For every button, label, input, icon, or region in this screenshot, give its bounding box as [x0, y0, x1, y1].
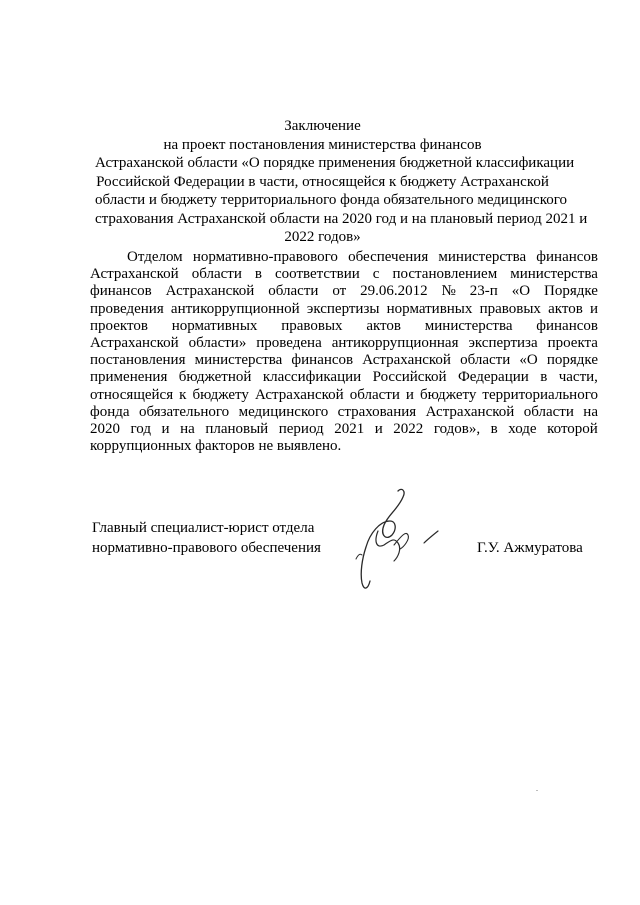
body-line: [90, 421, 598, 438]
body-word: экспертиза: [468, 335, 538, 352]
body-line: [90, 387, 598, 404]
body-word: бюджету: [419, 386, 477, 403]
body-line: [90, 352, 598, 369]
body-word: на: [180, 421, 195, 438]
body-word: нормативных: [171, 317, 258, 334]
body-word: министерства: [510, 266, 598, 283]
body-word: министерства: [438, 249, 527, 265]
body-word: на: [583, 403, 598, 420]
body-word: Российской: [372, 369, 447, 386]
document-title: [95, 117, 588, 247]
body-word: период: [278, 421, 324, 438]
body-line: [90, 249, 598, 266]
title-line: Астраханской области «О порядке применения бюджетной классификации: [95, 155, 575, 171]
body-word: области: [349, 386, 400, 403]
body-word: области: [191, 266, 242, 283]
scan-speck: [536, 790, 538, 791]
signatory-position-line: Главный специалист-юрист отдела: [92, 520, 315, 536]
body-line: [90, 283, 598, 300]
body-word: Астраханской: [254, 386, 344, 403]
body-word: нормативных: [386, 300, 473, 317]
body-word: Астраханской: [165, 283, 255, 300]
body-word: фонда: [90, 403, 130, 420]
body-paragraph: [90, 249, 598, 455]
body-word: 2020: [90, 421, 120, 438]
body-line: [90, 301, 598, 318]
body-word: Астраханской: [90, 335, 179, 352]
title-line: области и бюджету территориального фонда обязательного медицинского: [95, 192, 567, 208]
body-word: и: [161, 421, 170, 438]
body-word: классификации: [262, 369, 362, 386]
body-word: бюджетной: [178, 369, 252, 386]
body-word: коррупционных факторов не выявлено.: [90, 438, 342, 455]
body-word: в: [490, 421, 498, 438]
body-word: актов: [548, 300, 583, 317]
body-line: [90, 369, 598, 386]
title-line: страхования Астраханской области на 2020 год и на плановый период 2021 и: [95, 210, 588, 227]
body-word: 2022: [393, 421, 424, 438]
body-word: проектов: [90, 317, 148, 334]
body-word: области: [523, 403, 574, 420]
body-word: порядке: [546, 352, 598, 369]
body-word: экспертизы: [306, 300, 380, 317]
body-word: правовых: [281, 317, 343, 334]
body-word: Астраханской: [90, 266, 179, 283]
body-word: которой: [547, 421, 598, 438]
body-word: Порядке: [544, 283, 598, 300]
body-word: финансов: [90, 283, 152, 300]
body-word: проекта: [547, 335, 598, 352]
body-word: области: [268, 283, 319, 300]
body-word: Отделом: [127, 249, 183, 265]
signatory-position-line: нормативно-правового обеспечения: [92, 540, 321, 556]
body-word: «О: [511, 283, 531, 300]
body-word: и: [589, 300, 598, 317]
handwritten-signature: [340, 485, 450, 600]
body-word: обеспечения: [348, 249, 429, 265]
body-word: с: [372, 266, 380, 283]
body-word: относящейся: [90, 386, 174, 403]
signatory-name: Г.У. Ажмуратова: [477, 540, 583, 556]
body-word: территориального: [482, 386, 598, 403]
body-word: финансов: [291, 352, 354, 369]
body-line: [90, 318, 598, 335]
body-word: постановления: [90, 352, 186, 369]
body-word: и: [405, 386, 414, 403]
body-word: год: [130, 421, 152, 438]
body-word: 29.06.2012: [360, 283, 428, 300]
body-word: №: [441, 283, 456, 300]
body-word: в: [254, 266, 262, 283]
body-word: плановый: [205, 421, 269, 438]
title-heading: Заключение: [284, 118, 361, 134]
body-word: актов: [366, 317, 401, 334]
body-word: Астраханской: [362, 352, 451, 369]
body-word: министерства: [194, 352, 283, 369]
body-word: проведения: [90, 300, 164, 317]
body-line: [90, 438, 598, 455]
body-word: финансов: [536, 249, 598, 265]
body-line: [90, 335, 598, 352]
body-word: ходе: [508, 421, 537, 438]
body-word: «О: [519, 352, 538, 369]
body-word: к: [179, 386, 187, 403]
signatory-position: [92, 518, 321, 558]
body-word: проведена: [256, 335, 322, 352]
body-word: Федерации: [457, 369, 529, 386]
body-word: антикоррупционной: [170, 300, 300, 317]
body-word: области: [460, 352, 511, 369]
body-word: обязательного: [138, 403, 230, 420]
body-word: медицинского: [238, 403, 329, 420]
body-word: области»: [188, 335, 247, 352]
body-word: финансов: [536, 317, 598, 334]
body-word: 23-п: [469, 283, 498, 300]
body-word: постановлением: [392, 266, 498, 283]
body-word: нормативно-правового: [192, 249, 338, 265]
body-word: антикоррупционная: [331, 335, 459, 352]
body-line: [90, 404, 598, 421]
body-word: и: [374, 421, 383, 438]
body-word: части,: [558, 369, 598, 386]
body-word: в: [540, 369, 548, 386]
body-word: годов»,: [433, 421, 481, 438]
body-word: бюджету: [192, 386, 249, 403]
body-word: страхования: [337, 403, 417, 420]
body-word: 2021: [334, 421, 365, 438]
body-word: соответствии: [275, 266, 360, 283]
title-line: 2022 годов»: [284, 229, 361, 245]
body-word: от: [332, 283, 347, 300]
title-line: Российской Федерации в части, относящейся к бюджету Астраханской: [96, 173, 549, 190]
body-word: Астраханской: [425, 403, 515, 420]
body-line: [90, 266, 598, 283]
body-word: министерства: [424, 317, 513, 334]
title-line: на проект постановления министерства финансов: [163, 136, 482, 153]
body-word: применения: [90, 369, 168, 386]
body-word: правовых: [479, 300, 541, 317]
